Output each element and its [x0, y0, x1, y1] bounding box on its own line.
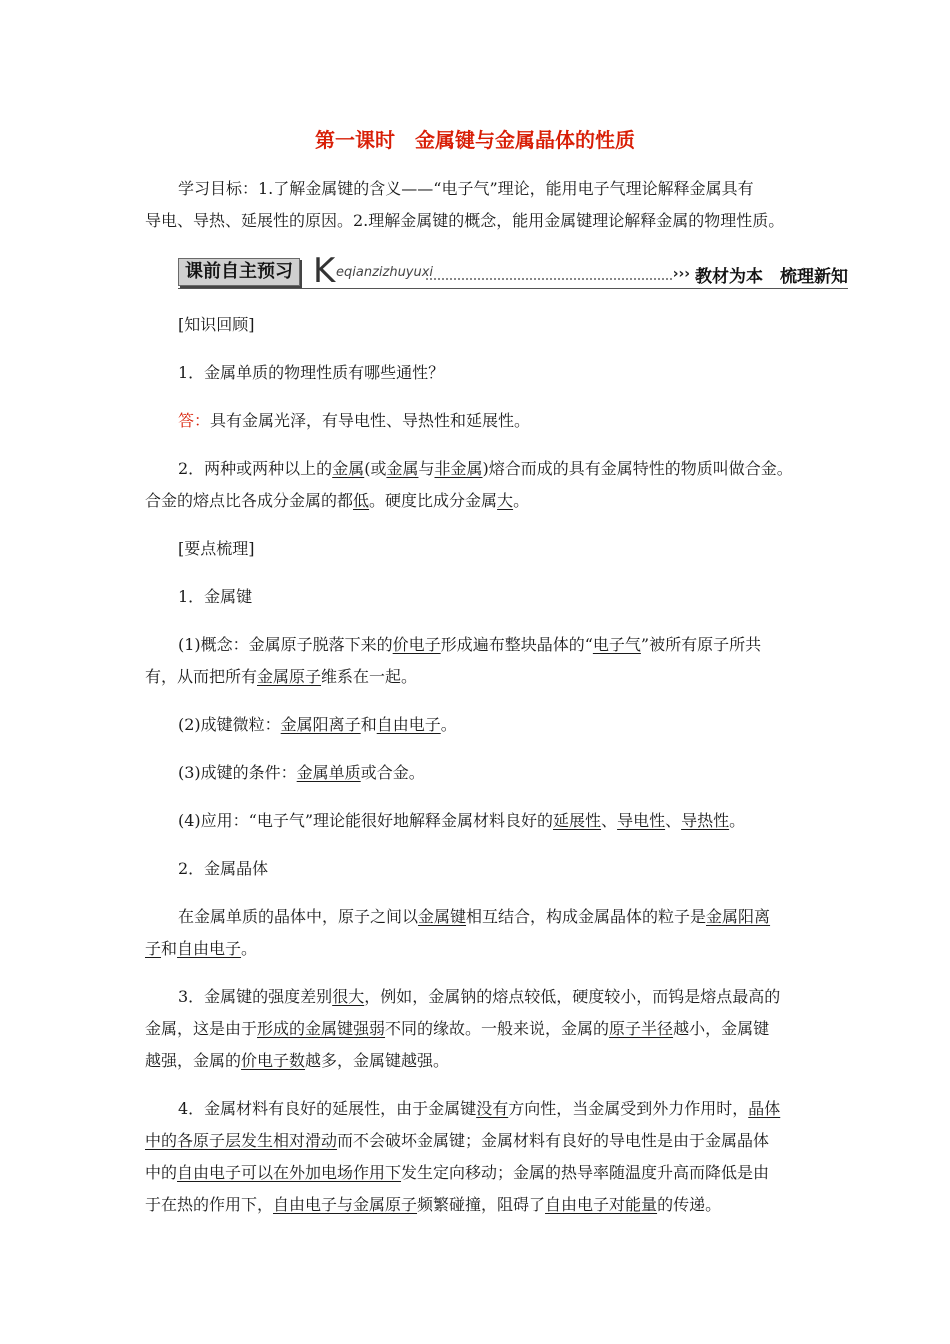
bond-application: (4)应用：“电子气”理论能很好地解释金属材料良好的延展性、导电性、导热性。	[178, 811, 746, 830]
bond-particles: (2)成键微粒：金属阳离子和自由电子。	[178, 715, 457, 734]
review-heading: [知识回顾]	[178, 315, 255, 334]
objectives-line-1: 学习目标：1.了解金属键的含义——“电子气”理论，能用电子气理论解释金属具有	[178, 179, 754, 198]
bond-heading: 1．金属键	[178, 587, 253, 606]
points-heading: [要点梳理]	[178, 539, 255, 558]
banner-dotted-line	[426, 278, 672, 280]
ductility-line-2: 中的各原子层发生相对滑动而不会破坏金属键；金属材料有良好的导电性是由于金属晶体	[145, 1131, 770, 1150]
review-q2-line-2: 合金的熔点比各成分金属的都低。硬度比成分金属大。	[145, 491, 530, 510]
strength-line-2: 金属，这是由于形成的金属键强弱不同的缘故。一般来说，金属的原子半径越小，金属键	[145, 1019, 770, 1038]
page-title: 第一课时 金属键与金属晶体的性质	[315, 128, 635, 152]
review-answer-1	[178, 410, 530, 432]
objectives-line-2: 导电、导热、延展性的原因。2.理解金属键的概念，能用金属键理论解释金属的物理性质。	[145, 211, 785, 230]
ductility-line-4: 于在热的作用下，自由电子与金属原子频繁碰撞，阻碍了自由电子对能量的传递。	[145, 1195, 722, 1214]
crystal-line-1: 在金属单质的晶体中，原子之间以金属键相互结合，构成金属晶体的粒子是金属阳离	[178, 907, 771, 926]
banner-slogan: 教材为本 梳理新知	[695, 267, 848, 287]
section-banner	[178, 251, 848, 292]
banner-pinyin: eqianzizhuyuxi	[336, 265, 434, 280]
ductility-line-3: 中的自由电子可以在外加电场作用下发生定向移动；金属的热导率随温度升高而降低是由	[145, 1163, 770, 1182]
crystal-line-2: 子和自由电子。	[145, 939, 258, 958]
banner-rule	[178, 288, 848, 289]
strength-line-3: 越强，金属的价电子数越多，金属键越强。	[145, 1051, 450, 1070]
review-question-1: 1．金属单质的物理性质有哪些通性？	[178, 363, 445, 382]
banner-arrow-icon: ›››	[672, 266, 690, 282]
banner-label: 课前自主预习	[178, 258, 300, 286]
review-q2-line-1: 2．两种或两种以上的金属(或金属与非金属)熔合而成的具有金属特性的物质叫做合金。	[178, 459, 793, 478]
banner-initial: K	[313, 251, 336, 291]
answer-label: 答：	[178, 411, 211, 430]
bond-conditions: (3)成键的条件：金属单质或合金。	[178, 763, 425, 782]
bond-concept-line-2: 有，从而把所有金属原子维系在一起。	[145, 667, 418, 686]
bond-concept-line-1: (1)概念：金属原子脱落下来的价电子形成遍布整块晶体的“电子气”被所有原子所共	[178, 635, 762, 654]
ductility-line-1: 4．金属材料有良好的延展性，由于金属键没有方向性，当金属受到外力作用时，晶体	[178, 1099, 781, 1118]
answer-text: 具有金属光泽，有导电性、导热性和延展性。	[210, 411, 531, 430]
crystal-heading: 2．金属晶体	[178, 859, 269, 878]
strength-line-1: 3．金属键的强度差别很大，例如，金属钠的熔点较低，硬度较小，而钨是熔点最高的	[178, 987, 781, 1006]
